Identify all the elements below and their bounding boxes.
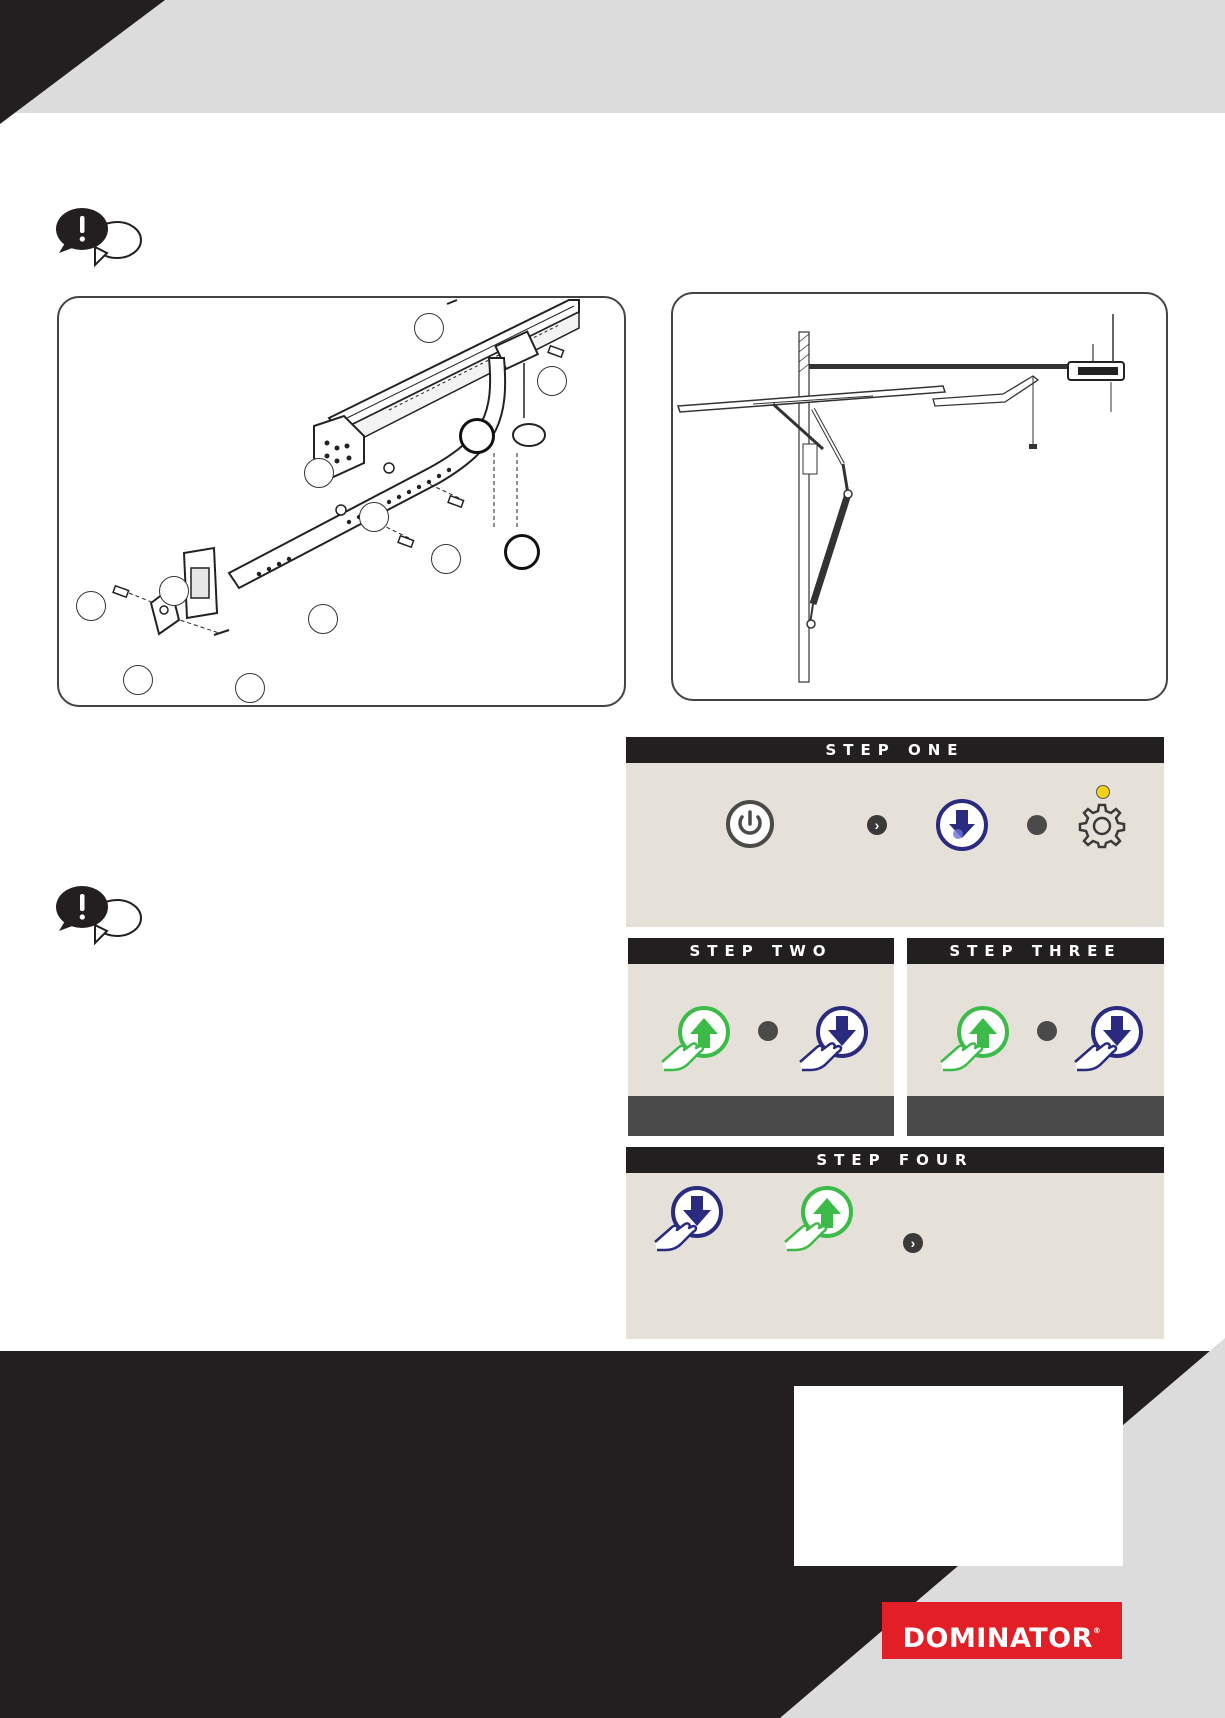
dominator-logo [882, 1602, 1122, 1659]
up-arrow-button-icon [937, 1004, 1017, 1074]
bracket-assembly-diagram [57, 296, 626, 707]
down-arrow-button-icon [796, 1004, 876, 1074]
callout-circle [235, 673, 265, 703]
callout-circle [359, 502, 389, 532]
step-two-panel [628, 938, 894, 1136]
step-three-footer [907, 1096, 1164, 1136]
down-arrow-button-icon [1071, 1004, 1151, 1074]
callout-circle [76, 591, 106, 621]
logo-registered-mark: ® [1092, 1626, 1102, 1635]
plus-dot [758, 1021, 778, 1041]
up-arrow-button-icon [658, 1004, 738, 1074]
step-three-panel [907, 938, 1164, 1136]
callout-circle-bold [504, 534, 540, 570]
callout-circle [123, 665, 153, 695]
plus-dot [1027, 815, 1047, 835]
opener-side-view-illustration [673, 294, 1166, 699]
step-three-title: STEP THREE [907, 938, 1164, 964]
callout-circle [414, 313, 444, 343]
header-band [0, 0, 1225, 113]
callout-circle [308, 604, 338, 634]
led-indicator [1096, 785, 1110, 799]
bracket-assembly-illustration [59, 298, 624, 705]
up-arrow-button-icon [781, 1184, 861, 1254]
header-corner-triangle [0, 0, 170, 125]
step-two-footer [628, 1096, 894, 1136]
step-one-panel [626, 737, 1164, 927]
step-four-title: STEP FOUR [626, 1147, 1164, 1173]
callout-circle [159, 576, 189, 606]
note-icon [55, 883, 145, 953]
callout-circle [431, 544, 461, 574]
chevron-right-icon: › [867, 815, 887, 835]
chevron-right-icon: › [903, 1233, 923, 1253]
gear-icon [1078, 801, 1126, 849]
step-two-title: STEP TWO [628, 938, 894, 964]
plus-dot [1037, 1021, 1057, 1041]
power-icon [725, 799, 775, 849]
opener-side-view-diagram [671, 292, 1168, 701]
logo-text: DOMINATOR [902, 1623, 1093, 1654]
footer-info-box [794, 1386, 1123, 1566]
callout-circle [304, 458, 334, 488]
down-arrow-button-icon [935, 798, 989, 852]
down-arrow-button-icon [651, 1184, 731, 1254]
callout-circle [537, 366, 567, 396]
step-four-panel [626, 1147, 1164, 1339]
note-icon [55, 205, 145, 275]
step-one-title: STEP ONE [626, 737, 1164, 763]
callout-circle-bold [459, 418, 495, 454]
